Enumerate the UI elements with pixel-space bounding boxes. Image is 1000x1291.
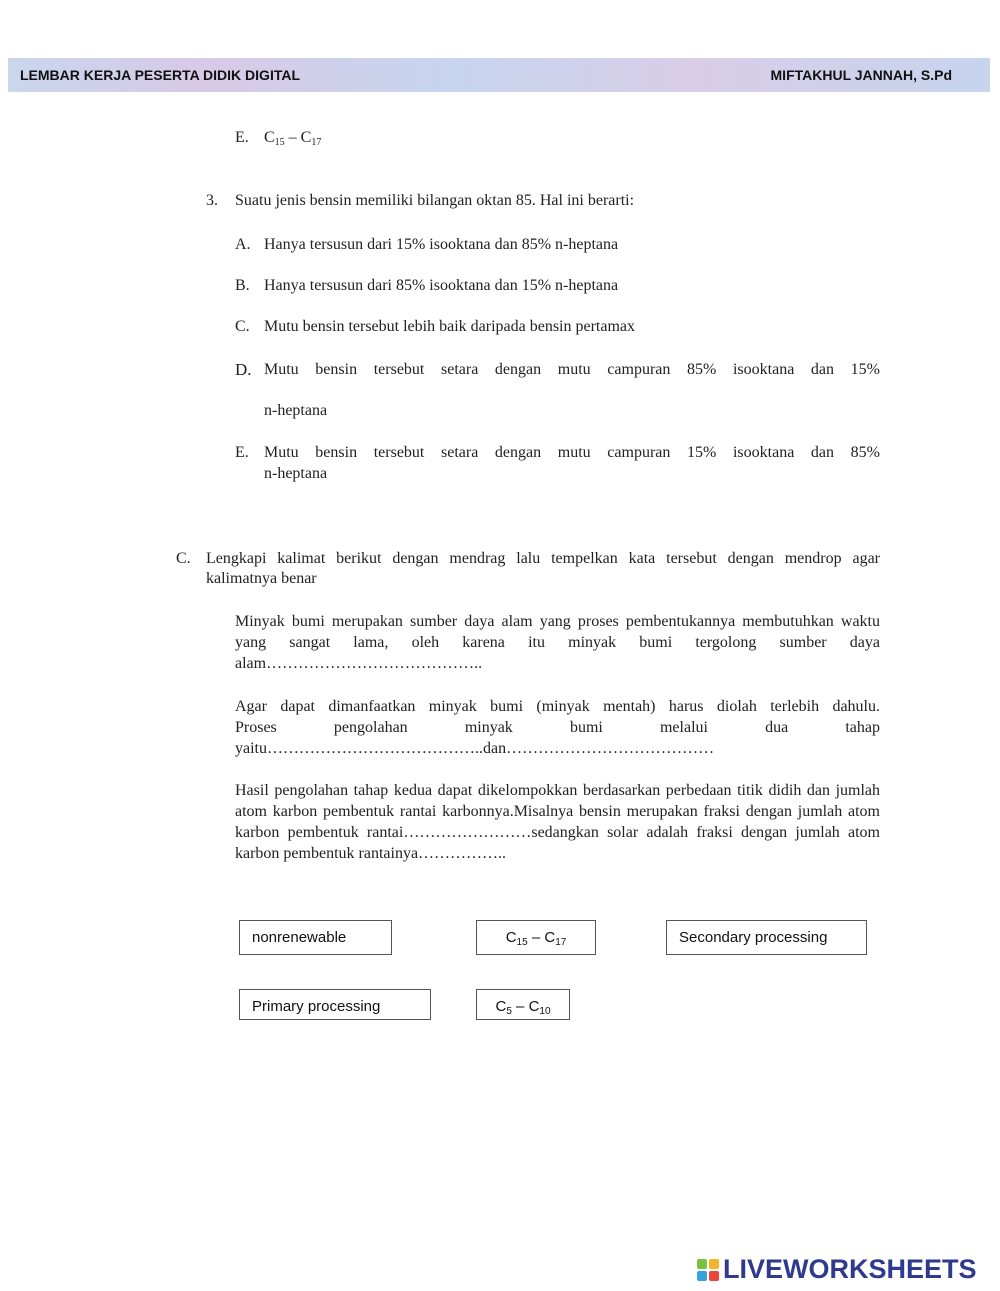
prev-option-text: $C_{15} - C_{17}$ [264,129,322,148]
option-text-c: Mutu bensin tersebut lebih baik daripada bensin pertamax [264,318,636,335]
paragraph-1: Minyak bumi merupakan sumber daya alam yang proses pembentukannya membutuhkan waktu yang sangat lama, oleh karena itu minyak bumi tergolong sumber daya alam………………………………….. [235,613,880,672]
option-letter-d: D. [235,360,252,379]
chip-nonrenewable[interactable] [239,920,392,955]
paragraph-2-line-1: Agar dapat dimanfaatkan minyak bumi (minyak mentah) harus diolah terlebih dahulu. [235,698,880,715]
option-text-e: Mutu bensin tersebut setara dengan mutu campuran 15% isooktana dan 85% [264,444,880,461]
option-letter-c: C. [235,318,250,335]
liveworksheets-logo [697,1254,977,1285]
chip-secondary-processing[interactable] [666,920,867,955]
chip-primary-processing[interactable] [239,989,431,1020]
logo-text: LIVEWORKSHEETS [723,1254,977,1284]
teacher-name: MIFTAKHUL JANNAH, S.Pd [770,67,952,83]
prev-option-letter: E. [235,129,249,146]
chip-label: Primary processing [252,998,381,1015]
worksheet-title: LEMBAR KERJA PESERTA DIDIK DIGITAL [20,67,301,83]
chip-label: Secondary processing [679,929,828,946]
chip-label: $C_5 - C_{10}$ [495,998,551,1017]
section-letter: C. [176,550,191,567]
chip-label: $C_{15} - C_{17}$ [505,929,567,948]
option-text-b: Hanya tersusun dari 85% isooktana dan 15% n-heptana [264,277,619,294]
option-letter-b: B. [235,277,250,294]
paragraph-2-line-2: Proses pengolahan minyak bumi melalui dua tahap [235,719,880,736]
option-text-d: Mutu bensin tersebut setara dengan mutu campuran 85% isooktana dan 15% [264,361,880,378]
worksheet-header [8,58,990,92]
option-text-d-cont: n-heptana [264,402,328,419]
paragraph-2-line-3: yaitu…………………………………..dan………………………………… [235,740,715,757]
option-letter-e: E. [235,444,249,461]
option-text-a: Hanya tersusun dari 15% isooktana dan 85% n-heptana [264,236,619,253]
question-number: 3. [206,192,218,209]
section-instruction: Lengkapi kalimat berikut dengan mendrag lalu tempelkan kata tersebut dengan mendrop agar [206,550,880,567]
chip-c5-c10[interactable] [476,989,570,1020]
paragraph-3: Hasil pengolahan tahap kedua dapat dikelompokkan berdasarkan perbedaan titik didih dan jumlah atom karbon pembentuk rantai karbonnya.Misalnya bensin merupakan fraksi dengan jumlah atom karbon pembentuk rantai……………………sedangkan solar adalah fraksi dengan jumlah atom karbon pembentuk rantainya…………….. [235,782,880,862]
option-text-e-cont: n-heptana [264,465,328,482]
chip-c15-c17[interactable] [476,920,596,955]
option-letter-a: A. [235,236,251,253]
chip-label: nonrenewable [252,929,347,946]
logo-blocks-icon [697,1259,719,1281]
section-instruction-cont: kalimatnya benar [206,570,317,587]
question-text: Suatu jenis bensin memiliki bilangan oktan 85. Hal ini berarti: [235,192,635,209]
